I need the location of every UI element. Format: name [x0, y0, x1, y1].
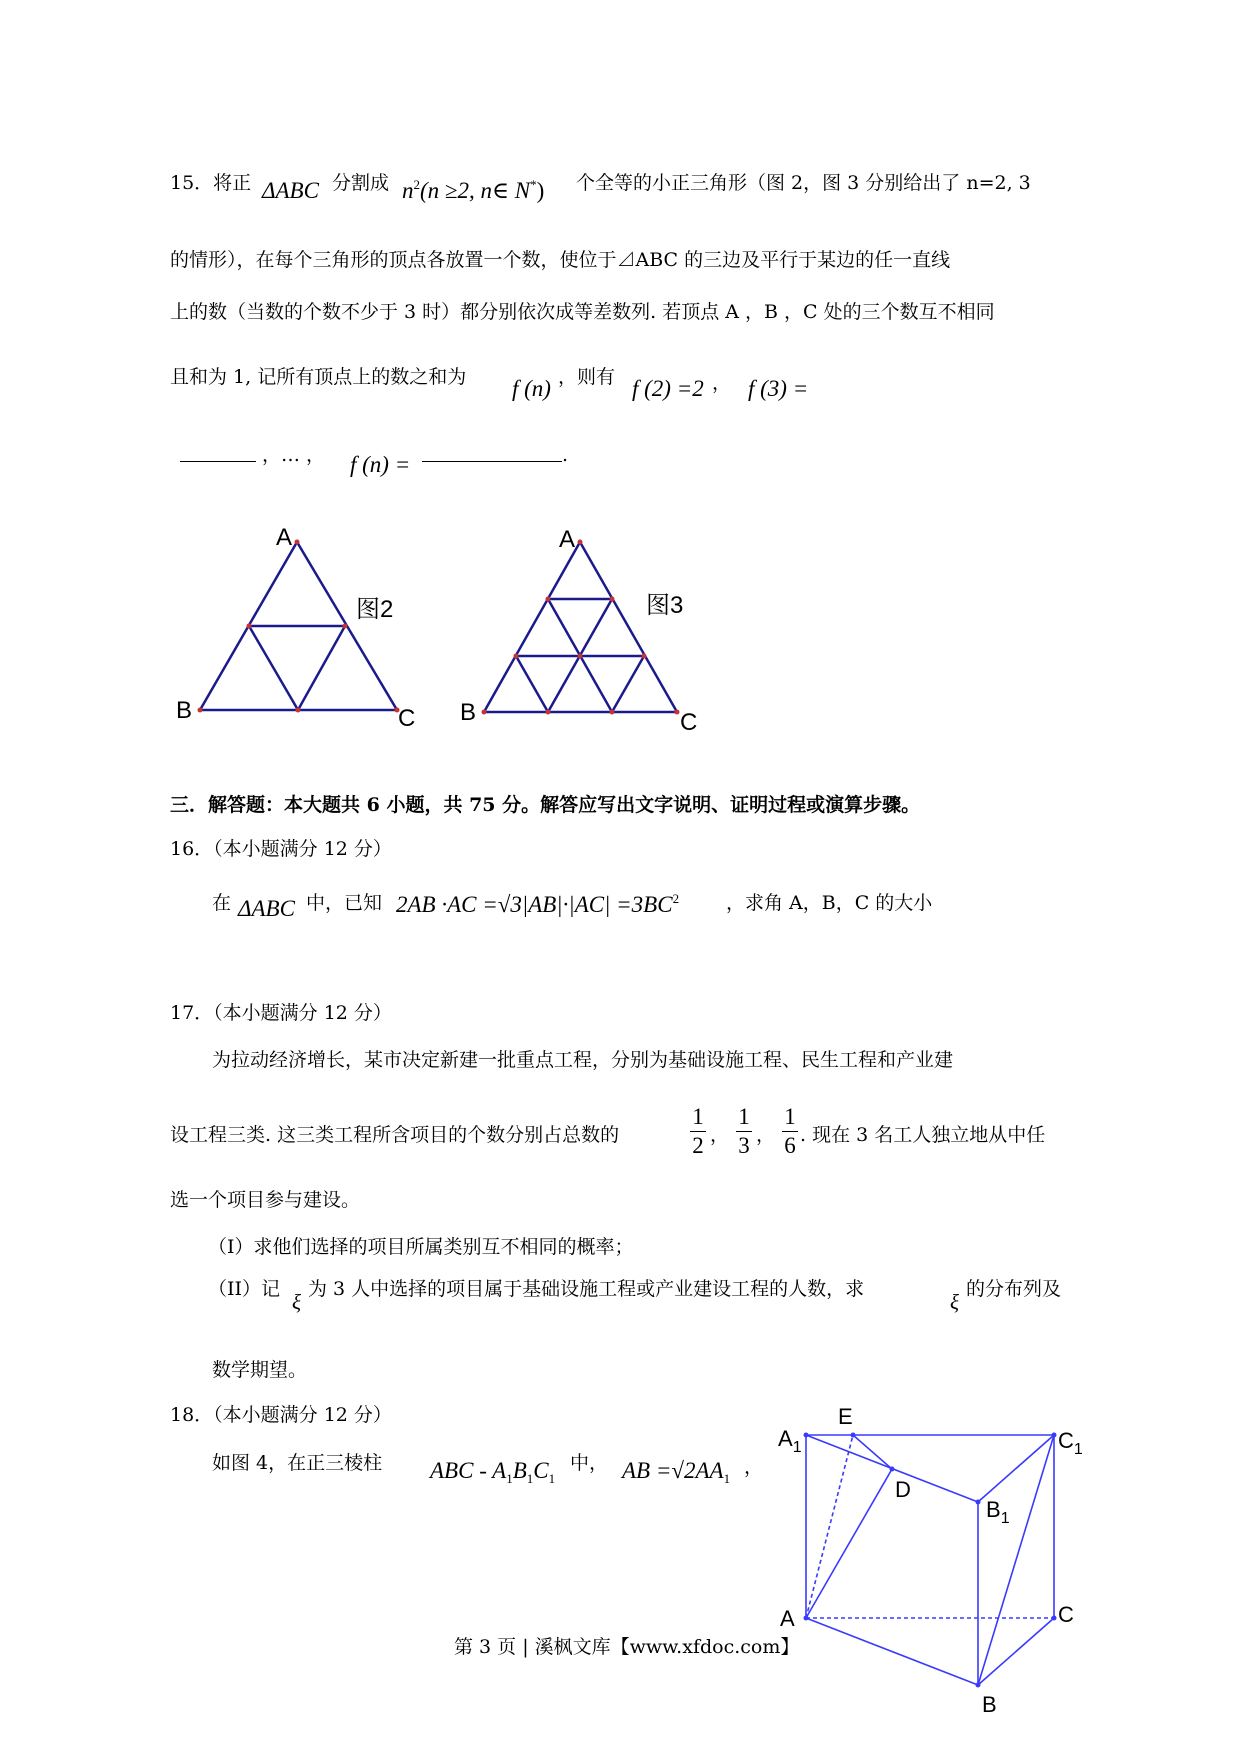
- section-3-heading: 三．解答题：本大题共 6 小题，共 75 分。解答应写出文字说明、证明过程或演算步骤。: [170, 794, 921, 816]
- q16-triangle: ΔABC: [238, 896, 295, 921]
- q17-last-line: 数学期望。: [212, 1359, 308, 1381]
- q17-xi-1: ξ: [292, 1290, 301, 1314]
- q15-period: .: [562, 444, 569, 466]
- q15-f-n: f (n): [512, 376, 551, 401]
- q16-mid: 中，已知: [306, 892, 383, 914]
- q15-comma: ，: [712, 372, 732, 394]
- q15-triangle-abc: ΔABC: [262, 178, 319, 203]
- q18-pre: 如图 4，在正三棱柱: [212, 1452, 383, 1474]
- fig3-caption: 图3: [646, 592, 684, 619]
- fig2-caption: 图2: [356, 596, 394, 623]
- q17-sep2: ，: [756, 1124, 776, 1146]
- fig2-label-c: C: [398, 705, 416, 732]
- fig4-label-e: E: [838, 1404, 853, 1429]
- q18-prism: ABC - $A_1B_1C_1$: [430, 1458, 556, 1486]
- fig2-label-a: A: [276, 524, 293, 551]
- q15-line2: 的情形），在每个三角形的顶点各放置一个数，使位于⊿ABC 的三边及平行于某边的任一直线: [170, 249, 951, 271]
- q17-line2-a: 设工程三类. 这三类工程所含项目的个数分别占总数的: [170, 1124, 620, 1146]
- q17-line2-b: . 现在 3 名工人独立地从中任: [800, 1124, 1046, 1146]
- q15-line3: 上的数（当数的个数不少于 3 时）都分别依次成等差数列. 若顶点 A ，B ，C 处的三个数互不相同: [170, 301, 995, 323]
- q15-line1-rest: 个全等的小正三角形（图 2，图 3 分别给出了 n=2, 3: [576, 172, 1031, 194]
- q15-f2: f (2) =2: [632, 376, 704, 401]
- q15-ellipsis: ，… ，: [262, 444, 326, 466]
- q17-fraction-half: 1 2: [690, 1104, 706, 1159]
- q17-part2-b: 为 3 人中选择的项目属于基础设施工程或产业建设工程的人数，求: [308, 1278, 865, 1300]
- fig4-label-b1: $B_1$: [986, 1497, 1010, 1527]
- fig2-label-b: B: [176, 697, 193, 724]
- q17-fraction-third: 1 3: [736, 1104, 752, 1159]
- q17-line1: 为拉动经济增长，某市决定新建一批重点工程，分别为基础设施工程、民生工程和产业建: [212, 1049, 954, 1071]
- q18-number: 18．（本小题满分 12 分）: [170, 1404, 392, 1426]
- fig3-label-a: A: [559, 526, 576, 553]
- fig4-label-b: B: [982, 1692, 997, 1717]
- q18-post: ，: [744, 1456, 764, 1478]
- q16-equation: $2AB \cdot AC =√3|AB|\cdot|AC| =3BC^2$: [396, 891, 680, 917]
- q18-equation: AB $=√2AA_1$: [622, 1458, 731, 1486]
- q16-pre: 在: [212, 892, 232, 914]
- fig4-label-a1: $A_1$: [778, 1426, 802, 1456]
- q17-part1: （I）求他们选择的项目所属类别互不相同的概率；: [208, 1236, 634, 1258]
- q17-part2-a: （II）记: [208, 1278, 281, 1300]
- q17-sep1: ，: [710, 1124, 730, 1146]
- q15-split-text: 分割成: [332, 172, 390, 194]
- q15-f3: f (3) =: [748, 376, 809, 401]
- q17-line3: 选一个项目参与建设。: [170, 1189, 361, 1211]
- q17-fraction-sixth: 1 6: [782, 1104, 798, 1159]
- q16-post: ，求角 A，B，C 的大小: [726, 892, 933, 914]
- fig3-label-c: C: [680, 709, 698, 736]
- fig4-label-a: A: [780, 1606, 795, 1631]
- q15-line4-a: 且和为 1, 记所有顶点上的数之和为: [170, 366, 467, 388]
- fig3-label-b: B: [460, 699, 477, 726]
- fig4-label-c1: $C_1$: [1058, 1428, 1083, 1458]
- fig4-label-c: C: [1058, 1602, 1074, 1627]
- q17-part2-c: 的分布列及: [966, 1278, 1062, 1300]
- fig4-label-d: D: [895, 1477, 911, 1502]
- q15-number: 15．将正: [170, 172, 252, 194]
- q15-line4-b: ，则有: [558, 366, 616, 388]
- q15-f-n-eq: f (n) =: [350, 452, 411, 477]
- page-footer: 第 3 页 | 溪枫文库【www.xfdoc.com】: [454, 1636, 800, 1658]
- q18-mid: 中，: [570, 1452, 609, 1474]
- q15-n-squared: $n^2(n \ge 2$, n∈ N*): [402, 177, 545, 203]
- q17-number: 17．（本小题满分 12 分）: [170, 1002, 392, 1024]
- q16-number: 16．（本小题满分 12 分）: [170, 838, 392, 860]
- q17-xi-2: ξ: [950, 1290, 959, 1314]
